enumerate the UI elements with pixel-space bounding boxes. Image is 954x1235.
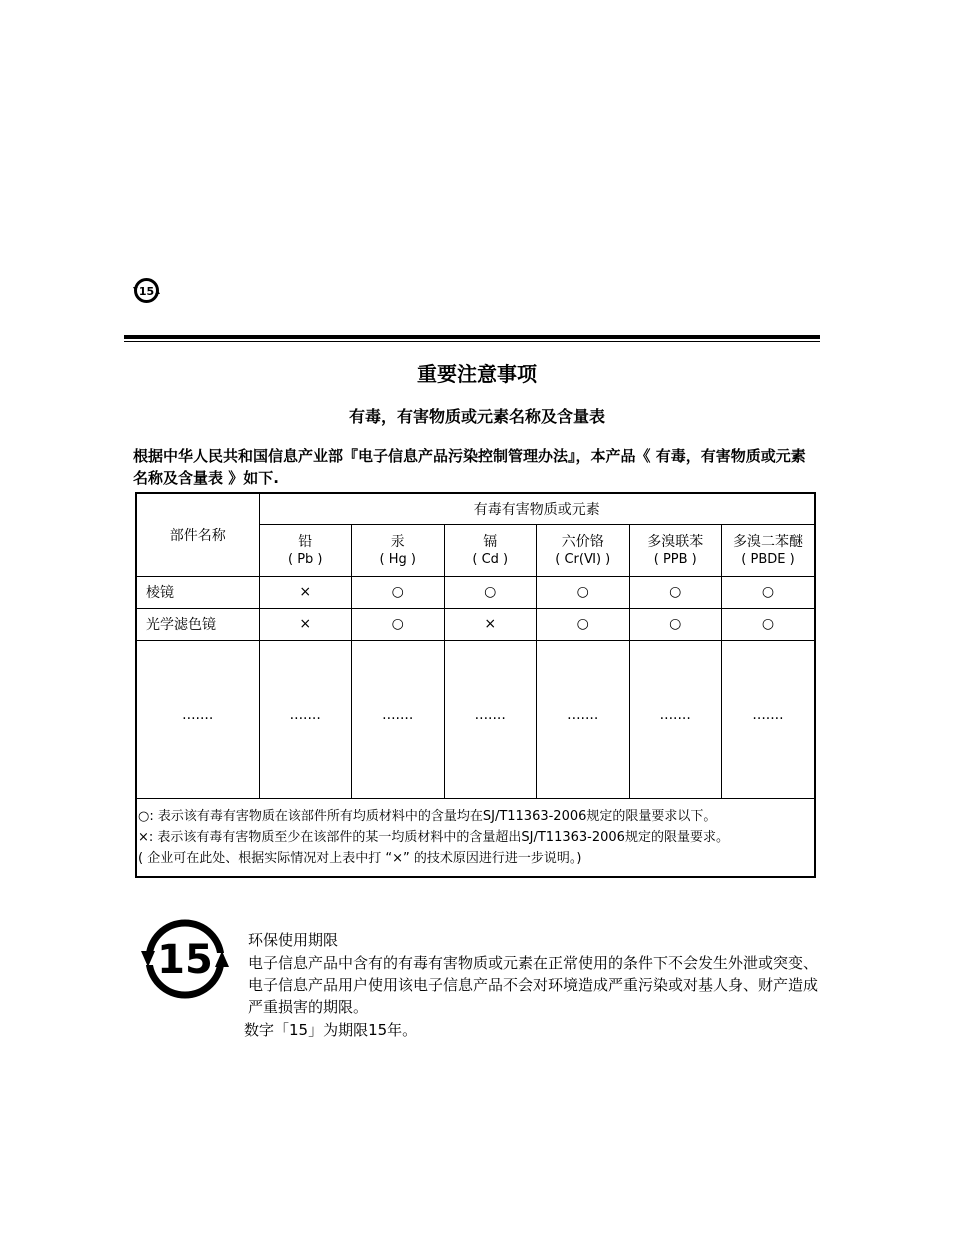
cell-value: × xyxy=(259,576,352,608)
col-header-pbde: 多溴二苯醚 ( PBDE ) xyxy=(722,524,815,576)
environment-title: 环保使用期限 xyxy=(248,931,339,949)
group-header: 有毒有害物质或元素 xyxy=(259,494,814,524)
environment-body: 电子信息产品中含有的有毒有害物质或元素在正常使用的条件下不会发生外泄或突变、电子信息产品用户使用该电子信息产品不会对环境造成严重污染或对基人身、财产造成严重损害的期限。 xyxy=(248,954,819,1016)
note-circle: ○: 表示该有毒有害物质在该部件所有均质材料中的含量均在SJ/T11363-2006规定的限量要求以下。 xyxy=(138,809,717,824)
col-header-hg: 汞 ( Hg ) xyxy=(352,524,445,576)
table-row xyxy=(137,640,814,798)
cell-value: ○ xyxy=(629,608,722,640)
col-header-cr: 六价铬 ( Cr(Ⅵ) ) xyxy=(537,524,630,576)
cell-value: ○ xyxy=(722,608,815,640)
eco-15-small-icon xyxy=(133,277,160,304)
cell-value: × xyxy=(259,608,352,640)
eco-15-large-icon xyxy=(140,917,230,1002)
page-title: 重要注意事项 xyxy=(417,362,537,386)
col-header-ppb: 多溴联苯 ( PPB ) xyxy=(629,524,722,576)
cell-value: ······· xyxy=(259,640,352,798)
header-rule xyxy=(124,335,820,339)
cell-value: ○ xyxy=(352,576,445,608)
note-company: ( 企业可在此处、根据实际情况对上表中打 “×” 的技术原因进行进一步说明。) xyxy=(138,851,582,866)
cell-value: ○ xyxy=(537,576,630,608)
cell-value: ······· xyxy=(444,640,537,798)
col-header-cd: 镉 ( Cd ) xyxy=(444,524,537,576)
page-subtitle: 有毒，有害物质或元素名称及含量表 xyxy=(348,407,605,426)
part-header: 部件名称 xyxy=(137,494,259,576)
row-part: ······· xyxy=(137,640,259,798)
svg-text:15: 15 xyxy=(138,285,155,298)
cell-value: ······· xyxy=(722,640,815,798)
cell-value: ○ xyxy=(629,576,722,608)
cell-value: ○ xyxy=(722,576,815,608)
table-row xyxy=(137,608,814,640)
table-row xyxy=(137,576,814,608)
intro-paragraph: 根据中华人民共和国信息产业部『电子信息产品污染控制管理办法』，本产品《 有毒，有害物质或元素名称及含量表 》如下. xyxy=(133,447,806,487)
row-part: 光学滤色镜 xyxy=(137,608,259,640)
cell-value: ······· xyxy=(629,640,722,798)
cell-value: ○ xyxy=(537,608,630,640)
row-part: 棱镜 xyxy=(137,576,259,608)
cell-value: ○ xyxy=(444,576,537,608)
environment-number-note: 数字「15」为期限15年。 xyxy=(244,1021,418,1039)
cell-value: ○ xyxy=(352,608,445,640)
col-header-pb: 铅 ( Pb ) xyxy=(259,524,352,576)
cell-value: ······· xyxy=(537,640,630,798)
note-cross: ×: 表示该有毒有害物质至少在该部件的某一均质材料中的含量超出SJ/T11363-2006规定的限量要求。 xyxy=(138,830,729,845)
header-rule-thin xyxy=(124,341,820,342)
svg-text:15: 15 xyxy=(157,937,213,983)
cell-value: × xyxy=(444,608,537,640)
table-notes xyxy=(138,806,814,869)
cell-value: ······· xyxy=(352,640,445,798)
